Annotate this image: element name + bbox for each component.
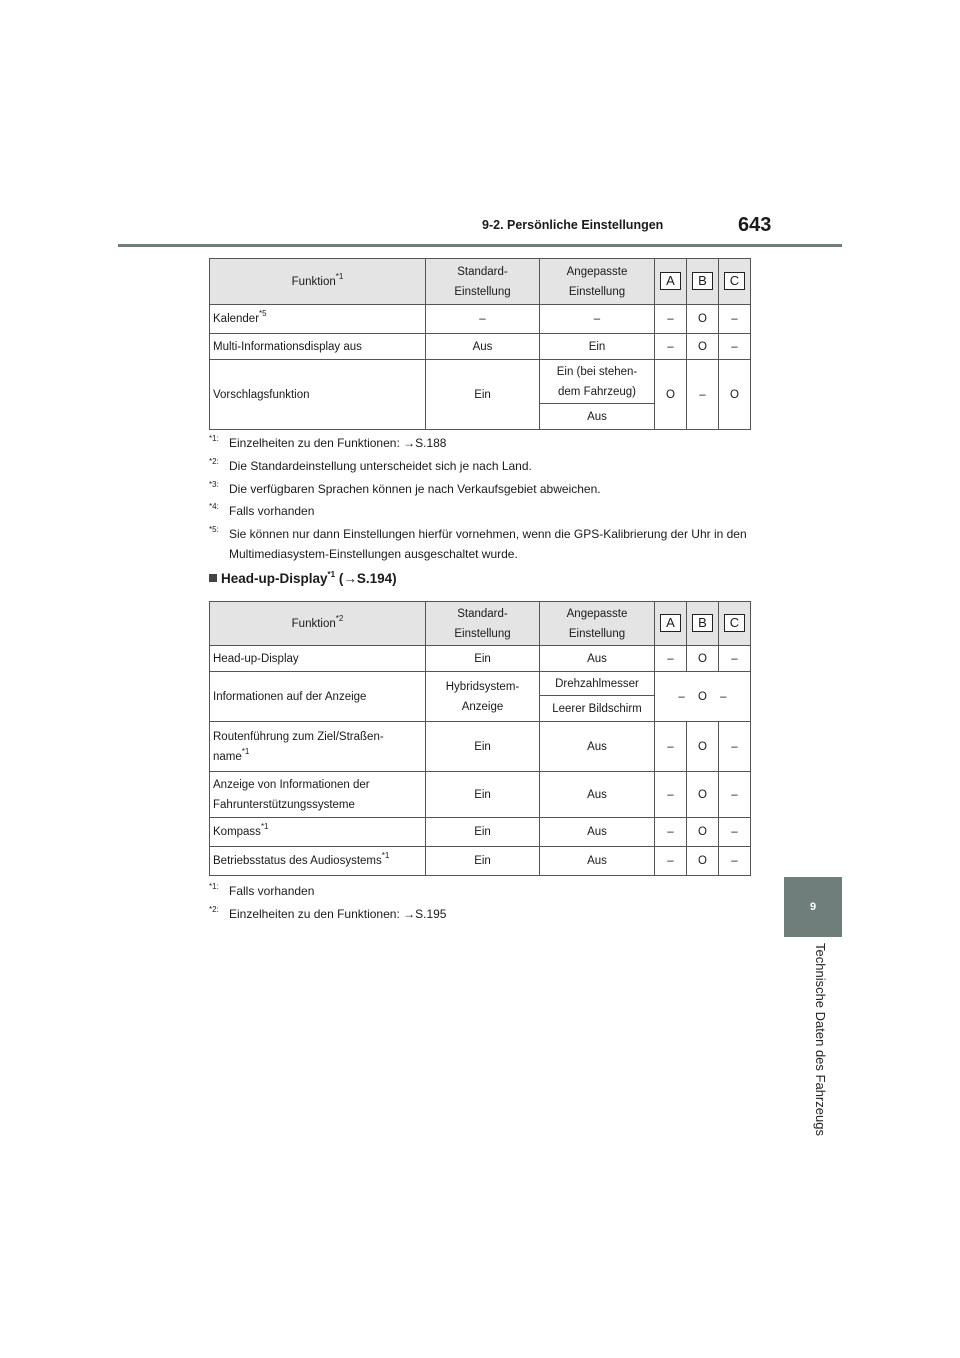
cell-angepasst: Aus [540, 646, 655, 672]
table-header-row [210, 602, 751, 646]
cell-angepasst: – [540, 305, 655, 334]
cell-b: O [687, 722, 719, 772]
chapter-tab[interactable] [784, 877, 842, 937]
header-c [719, 602, 751, 646]
cell-c: – [719, 818, 751, 847]
cell-angepasst: Aus [540, 722, 655, 772]
cell-standard: Ein [426, 360, 540, 430]
header-angepasst: Angepasste Einstellung [540, 602, 655, 646]
header-standard: Standard- Einstellung [426, 602, 540, 646]
header-standard: Standard- Einstellung [426, 259, 540, 305]
footnote: $^{*2:}$ Die Standardeinstellung unterscheidet sich je nach Land. [209, 457, 532, 473]
cell-b: O [687, 646, 719, 672]
footnote: $^{*2:}$ Einzelheiten zu den Funktionen: →S.195 [209, 905, 447, 921]
page-reference-link[interactable]: (→S.194) [338, 571, 397, 586]
cell-angepasst-option: Aus [540, 404, 655, 430]
cell-b: O [687, 305, 719, 334]
header-funktion: Funktion$^{*1}$ [210, 259, 426, 305]
cell-abc: – O – [655, 672, 751, 722]
cell-funktion: Informationen auf der Anzeige [210, 672, 426, 722]
header-b [687, 602, 719, 646]
table-row [210, 672, 751, 696]
table-row [210, 818, 751, 847]
cell-a: – [655, 722, 687, 772]
table-row [210, 772, 751, 818]
page-number: 643 [738, 214, 772, 236]
cell-angepasst: Aus [540, 818, 655, 847]
header-funktion: Funktion$^{*2}$ [210, 602, 426, 646]
cell-a: – [655, 646, 687, 672]
cell-a: O [655, 360, 687, 430]
cell-b: – [687, 360, 719, 430]
cell-angepasst-option: Drehzahlmesser [540, 672, 655, 696]
cell-standard: Ein [426, 646, 540, 672]
footnote: $^{*5:}$ Sie können nur dann Einstellungen hierfür vornehmen, wenn die GPS-Kalibrierung der Uhr in den Multimediasystem-Einstellungen ausgeschaltet wurde. [209, 525, 747, 561]
cell-c: – [719, 646, 751, 672]
badge-b: B [692, 272, 713, 290]
cell-angepasst-option: Ein (bei stehen- dem Fahrzeug) [540, 360, 655, 404]
cell-angepasst: Aus [540, 847, 655, 876]
cell-b: O [687, 818, 719, 847]
chapter-number: 9 [809, 901, 817, 913]
cell-funktion: Multi-Informationsdisplay aus [210, 334, 426, 360]
cell-a: – [655, 334, 687, 360]
table-row [210, 646, 751, 672]
header-rule [118, 244, 842, 247]
cell-c: – [719, 772, 751, 818]
cell-standard: Ein [426, 722, 540, 772]
cell-funktion: Routenführung zum Ziel/Straßen- name$^{*1}$ [210, 722, 426, 772]
header-a [655, 602, 687, 646]
cell-a: – [655, 305, 687, 334]
table-row [210, 334, 751, 360]
cell-standard: – [426, 305, 540, 334]
settings-table-2 [209, 601, 751, 876]
table-row [210, 305, 751, 334]
cell-b: O [687, 772, 719, 818]
cell-c: – [719, 847, 751, 876]
section-heading: Head-up-Display$^{*1}$ (→S.194) [209, 571, 397, 586]
table-row [210, 722, 751, 772]
footnote: $^{*4:}$ Falls vorhanden [209, 502, 315, 518]
table-header-row [210, 259, 751, 305]
header-angepasst: Angepasste Einstellung [540, 259, 655, 305]
cell-standard: Ein [426, 847, 540, 876]
cell-c: – [719, 722, 751, 772]
cell-a: – [655, 847, 687, 876]
cell-angepasst-option: Leerer Bildschirm [540, 696, 655, 722]
cell-funktion: Kompass$^{*1}$ [210, 818, 426, 847]
badge-c: C [724, 272, 745, 290]
cell-standard: Hybridsystem- Anzeige [426, 672, 540, 722]
cell-funktion: Betriebsstatus des Audiosystems$^{*1}$ [210, 847, 426, 876]
cell-funktion: Anzeige von Informationen der Fahrunterstützungssysteme [210, 772, 426, 818]
cell-c: – [719, 305, 751, 334]
header-c [719, 259, 751, 305]
cell-standard: Ein [426, 818, 540, 847]
cell-a: – [655, 818, 687, 847]
cell-angepasst: Aus [540, 772, 655, 818]
square-bullet-icon [209, 574, 217, 582]
cell-c: O [719, 360, 751, 430]
cell-funktion: Head-up-Display [210, 646, 426, 672]
table-row [210, 360, 751, 404]
header-b [687, 259, 719, 305]
cell-angepasst: Ein [540, 334, 655, 360]
badge-a: A [660, 614, 681, 632]
cell-b: O [687, 334, 719, 360]
badge-a: A [660, 272, 681, 290]
cell-standard: Ein [426, 772, 540, 818]
table-row [210, 847, 751, 876]
chapter-label: Technische Daten des Fahrzeugs [813, 943, 828, 1136]
header-a [655, 259, 687, 305]
settings-table-1 [209, 258, 751, 430]
footnote: $^{*3:}$ Die verfügbaren Sprachen können je nach Verkaufsgebiet abweichen. [209, 480, 601, 496]
footnote: $^{*1:}$ Falls vorhanden [209, 882, 315, 898]
cell-funktion: Kalender$^{*5}$ [210, 305, 426, 334]
cell-b: O [687, 847, 719, 876]
badge-c: C [724, 614, 745, 632]
cell-a: – [655, 772, 687, 818]
cell-c: – [719, 334, 751, 360]
section-title: 9-2. Persönliche Einstellungen [482, 218, 664, 232]
badge-b: B [692, 614, 713, 632]
cell-standard: Aus [426, 334, 540, 360]
footnote: $^{*1:}$ Einzelheiten zu den Funktionen: →S.188 [209, 434, 447, 450]
cell-funktion: Vorschlagsfunktion [210, 360, 426, 430]
